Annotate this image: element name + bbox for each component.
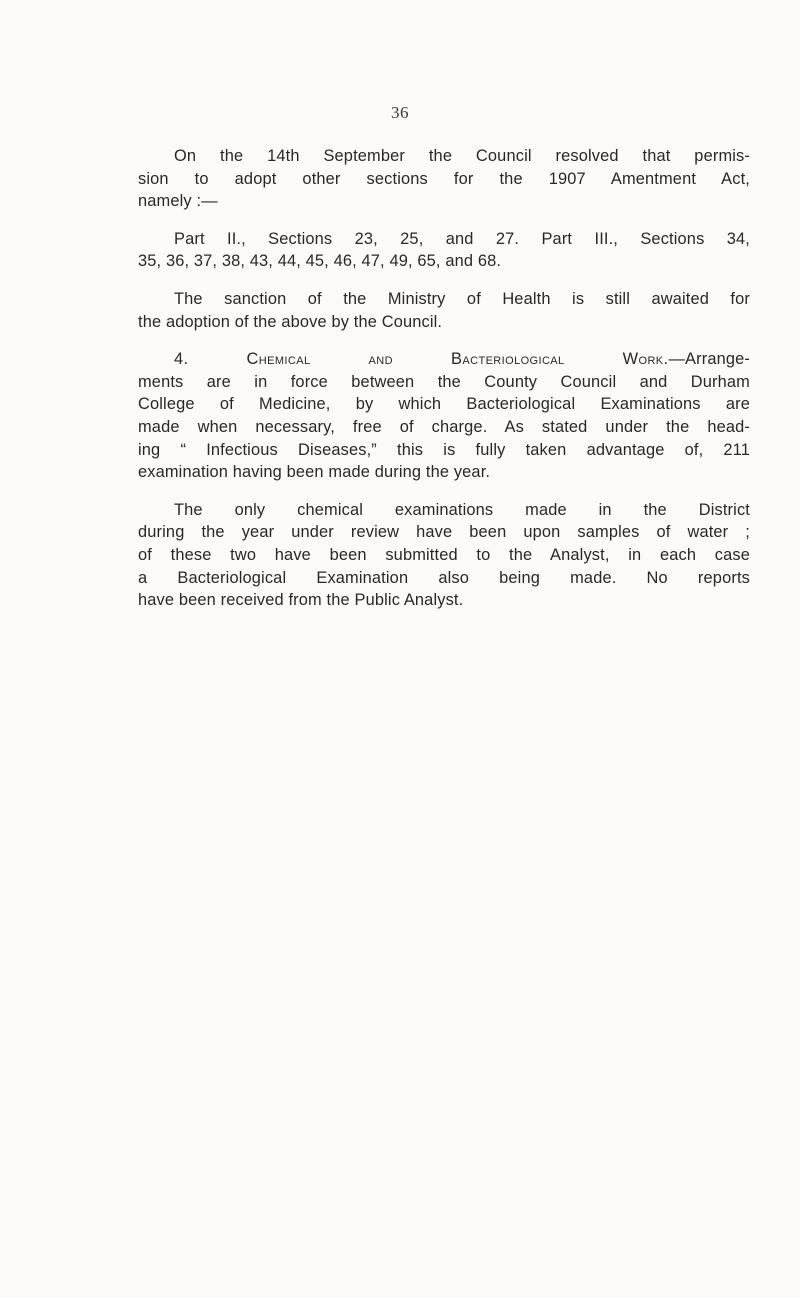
text-line: the adoption of the above by the Council. [138,312,443,331]
text-line: On the 14th September the Council resolved that permis- [174,147,750,165]
text-line: namely :— [138,192,218,211]
page-number: 36 [391,103,409,122]
text-line: Part II., Sections 23, 25, and 27. Part III., Sections 34, [174,229,750,248]
paragraph-chemical-examinations [138,499,750,612]
text-line: 4. Chemical and Bacteriological Work.—Arrange- [174,350,750,369]
text-line: examination having been made during the year. [138,463,491,482]
text-line: 35, 36, 37, 38, 43, 44, 45, 46, 47, 49, 65, and 68. [138,252,502,271]
text-line: a Bacteriological Examination also being made. No reports [138,568,750,587]
text-line: have been received from the Public Analyst. [138,591,464,610]
paragraph-sections-list [138,228,750,273]
section-heading: 4. Chemical and Bacteriological Work. [174,350,669,369]
text-line: The only chemical examinations made in the District [174,500,750,519]
text-line: ing “ Infectious Diseases,” this is fully taken advantage of, 211 [138,440,750,459]
paragraph-chemical-bacteriological-work [138,348,750,484]
paragraph-ministry-sanction [138,288,750,333]
paragraph-council-resolution [138,145,750,213]
text-line: sion to adopt other sections for the 1907 Amentment Act, [138,169,750,188]
text-line: The sanction of the Ministry of Health is still awaited for [174,289,750,308]
text-line: made when necessary, free of charge. As stated under the head- [138,417,750,436]
text-line: during the year under review have been upon samples of water ; [138,523,750,542]
body-text [138,145,750,627]
text-line: College of Medicine, by which Bacteriological Examinations are [138,395,750,414]
text-line: ments are in force between the County Council and Durham [138,372,750,391]
text-line: of these two have been submitted to the Analyst, in each case [138,545,750,564]
